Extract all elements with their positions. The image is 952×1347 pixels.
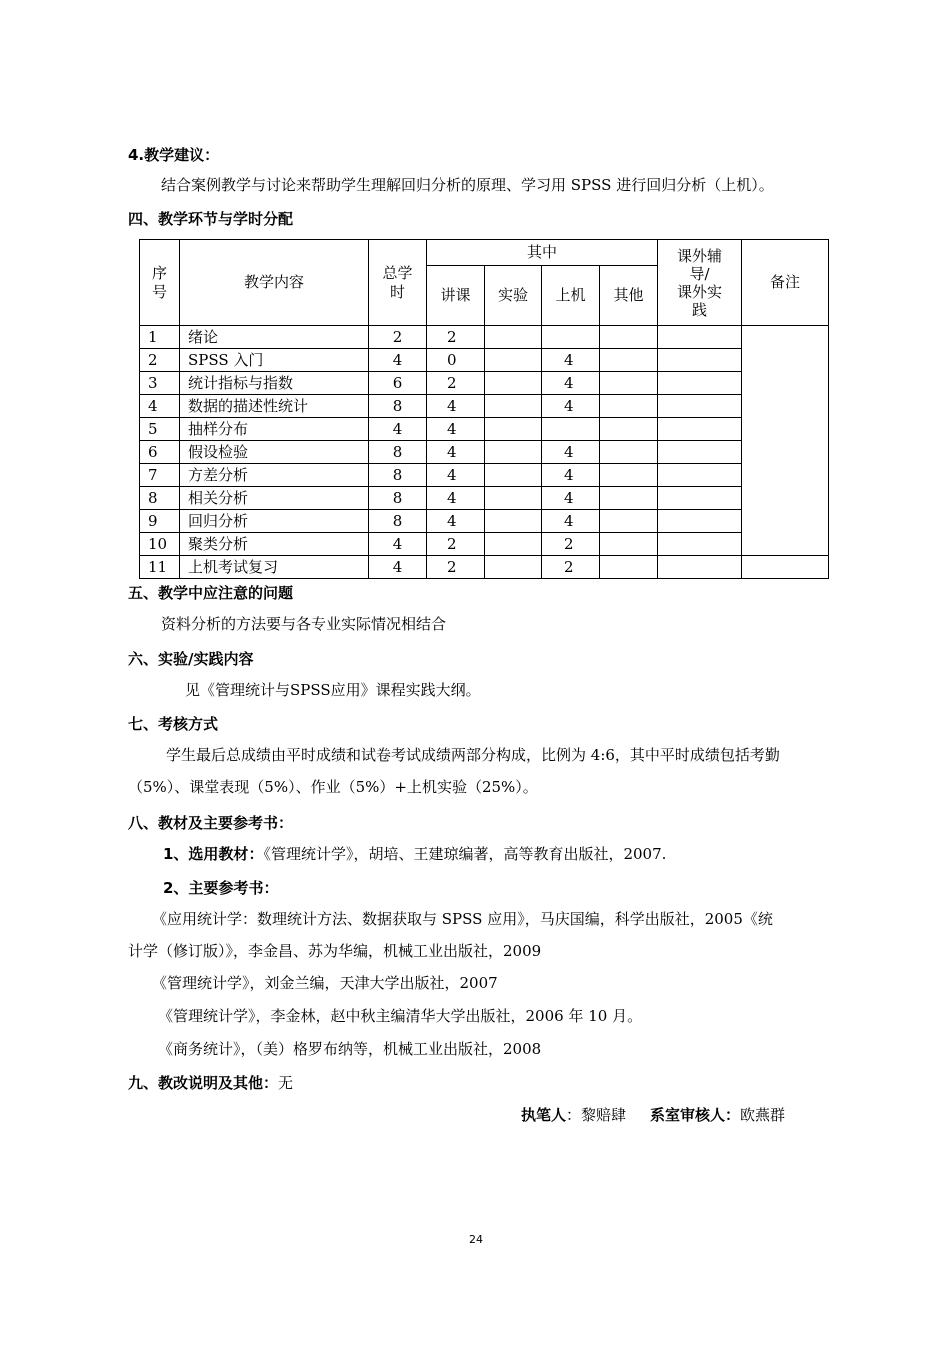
table-row: [140, 326, 829, 349]
reference-3: 《管理统计学》，李金林，赵中秋主编清华大学出版社，2006 年 10 月。: [158, 1007, 643, 1025]
row-content: 聚类分析: [180, 533, 369, 556]
row-lecture: 0: [427, 349, 485, 372]
row-no: 10: [140, 533, 180, 556]
row-lecture: 4: [427, 395, 485, 418]
row-content: 相关分析: [180, 487, 369, 510]
row-other: [600, 441, 658, 464]
row-no: 11: [140, 556, 180, 579]
table-row: [140, 349, 829, 372]
row-no: 8: [140, 487, 180, 510]
row-extra: [658, 372, 742, 395]
row-experiment: [485, 487, 542, 510]
row-other: [600, 464, 658, 487]
reviewer-name: 欧燕群: [740, 1106, 786, 1124]
section-8-heading: 八、教材及主要参考书：: [128, 814, 294, 832]
row-content: 方差分析: [180, 464, 369, 487]
section-9: [128, 1072, 293, 1093]
row-other: [600, 418, 658, 441]
textbook-label: 1、选用教材：: [163, 845, 264, 863]
table-row: [140, 510, 829, 533]
row-computer: 2: [542, 533, 600, 556]
row-experiment: [485, 418, 542, 441]
table-row: [140, 556, 829, 579]
section-9-heading: 九、教改说明及其他：: [128, 1074, 279, 1092]
section-9-text: 无: [278, 1074, 294, 1092]
section-6-heading: 六、实验/实践内容: [128, 650, 254, 668]
reference-1-line2: 计学（修订版）》，李金昌、苏为华编，机械工业出版社，2009: [128, 942, 542, 960]
row-no: 5: [140, 418, 180, 441]
row-experiment: [485, 510, 542, 533]
table-row: [140, 418, 829, 441]
row-no: 1: [140, 326, 180, 349]
row-content: 上机考试复习: [180, 556, 369, 579]
section-4-heading: 四、教学环节与学时分配: [128, 210, 294, 228]
row-extra: [658, 487, 742, 510]
row-computer: 4: [542, 441, 600, 464]
references-label: 2、主要参考书：: [163, 879, 279, 897]
row-experiment: [485, 441, 542, 464]
header-experiment: 实验: [485, 266, 542, 326]
row-total: 4: [369, 418, 427, 441]
row-other: [600, 556, 658, 579]
row-other: [600, 349, 658, 372]
row-content: 数据的描述性统计: [180, 395, 369, 418]
row-total: 4: [369, 349, 427, 372]
row-extra: [658, 395, 742, 418]
row-other: [600, 372, 658, 395]
textbook-value: 《管理统计学》，胡培、王建琼编著，高等教育出版社，2007.: [263, 845, 667, 863]
author-name: ：黎赔肆: [566, 1106, 627, 1124]
row-total: 8: [369, 464, 427, 487]
row-extra: [658, 441, 742, 464]
row-no: 6: [140, 441, 180, 464]
section-6-text: 见《管理统计与SPSS应用》课程实践大纲。: [185, 681, 481, 699]
signature-line: [521, 1104, 785, 1125]
row-no: 4: [140, 395, 180, 418]
row-computer: 4: [542, 372, 600, 395]
row-total: 2: [369, 326, 427, 349]
row-other: [600, 533, 658, 556]
row-computer: 4: [542, 395, 600, 418]
row-experiment: [485, 349, 542, 372]
row-lecture: 2: [427, 533, 485, 556]
header-content: 教学内容: [180, 240, 369, 326]
row-computer: 4: [542, 487, 600, 510]
row-experiment: [485, 556, 542, 579]
reference-2: 《管理统计学》，刘金兰编，天津大学出版社，2007: [152, 974, 498, 992]
table-row: [140, 533, 829, 556]
header-breakdown: 其中: [427, 240, 658, 266]
row-other: [600, 395, 658, 418]
row-experiment: [485, 533, 542, 556]
row-lecture: 4: [427, 418, 485, 441]
row-no: 7: [140, 464, 180, 487]
table-row: [140, 372, 829, 395]
row-lecture: 4: [427, 441, 485, 464]
textbook-line: [163, 844, 666, 864]
row-no: 2: [140, 349, 180, 372]
row-computer: [542, 326, 600, 349]
section-7-heading: 七、考核方式: [128, 715, 219, 733]
row-lecture: 2: [427, 556, 485, 579]
section-5-heading: 五、教学中应注意的问题: [128, 584, 294, 602]
row-experiment: [485, 372, 542, 395]
row-extra: [658, 510, 742, 533]
reviewer-label: 系室审核人：: [650, 1106, 741, 1124]
row-lecture: 2: [427, 372, 485, 395]
row-computer: [542, 418, 600, 441]
row-extra: [658, 326, 742, 349]
row-content: 绪论: [180, 326, 369, 349]
row-extra: [658, 533, 742, 556]
teaching-suggestion-text: 结合案例教学与讨论来帮助学生理解回归分析的原理、学习用 SPSS 进行回归分析（上机）。: [161, 176, 774, 194]
row-other: [600, 326, 658, 349]
remark-cell: [742, 326, 829, 556]
table-row: [140, 395, 829, 418]
reference-4: 《商务统计》，（美）格罗布纳等，机械工业出版社，2008: [158, 1040, 542, 1058]
row-lecture: 4: [427, 487, 485, 510]
row-content: SPSS 入门: [180, 349, 369, 372]
row-extra: [658, 418, 742, 441]
row-content: 统计指标与指数: [180, 372, 369, 395]
row-total: 8: [369, 441, 427, 464]
header-extra: 课外辅 导/ 课外实 践: [658, 240, 742, 326]
section-7-line2: （5%）、课堂表现（5%）、作业（5%）+上机实验（25%）。: [128, 778, 538, 796]
row-experiment: [485, 395, 542, 418]
row-total: 8: [369, 510, 427, 533]
row-experiment: [485, 326, 542, 349]
row-total: 6: [369, 372, 427, 395]
reference-1-line1: 《应用统计学：数理统计方法、数据获取与 SPSS 应用》，马庆国编，科学出版社，2005《统: [152, 910, 773, 928]
row-other: [600, 487, 658, 510]
row-content: 回归分析: [180, 510, 369, 533]
row-total: 4: [369, 533, 427, 556]
section-5-text: 资料分析的方法要与各专业实际情况相结合: [161, 615, 447, 633]
row-computer: 4: [542, 349, 600, 372]
row-total: 8: [369, 487, 427, 510]
row-total: 4: [369, 556, 427, 579]
table-row: [140, 464, 829, 487]
row-extra: [658, 464, 742, 487]
row-no: 3: [140, 372, 180, 395]
row-extra: [658, 349, 742, 372]
header-remark: 备注: [742, 240, 829, 326]
row-computer: 2: [542, 556, 600, 579]
row-content: 抽样分布: [180, 418, 369, 441]
page-number: 24: [469, 1233, 483, 1246]
row-lecture: 4: [427, 464, 485, 487]
header-other: 其他: [600, 266, 658, 326]
header-computer: 上机: [542, 266, 600, 326]
header-lecture: 讲课: [427, 266, 485, 326]
row-lecture: 4: [427, 510, 485, 533]
header-total: 总学 时: [369, 240, 427, 326]
row-content: 假设检验: [180, 441, 369, 464]
schedule-table: [139, 239, 829, 579]
author-label: 执笔人: [521, 1106, 567, 1124]
row-total: 8: [369, 395, 427, 418]
section-7-line1: 学生最后总成绩由平时成绩和试卷考试成绩两部分构成，比例为 4:6，其中平时成绩包括考勤: [166, 746, 780, 764]
remark-cell-last: [742, 556, 829, 579]
row-other: [600, 510, 658, 533]
row-computer: 4: [542, 510, 600, 533]
row-computer: 4: [542, 464, 600, 487]
row-extra: [658, 556, 742, 579]
table-row: [140, 441, 829, 464]
table-row: [140, 487, 829, 510]
teaching-suggestion-heading: 4.教学建议：: [128, 146, 220, 164]
header-no: 序 号: [140, 240, 180, 326]
row-lecture: 2: [427, 326, 485, 349]
row-experiment: [485, 464, 542, 487]
row-no: 9: [140, 510, 180, 533]
